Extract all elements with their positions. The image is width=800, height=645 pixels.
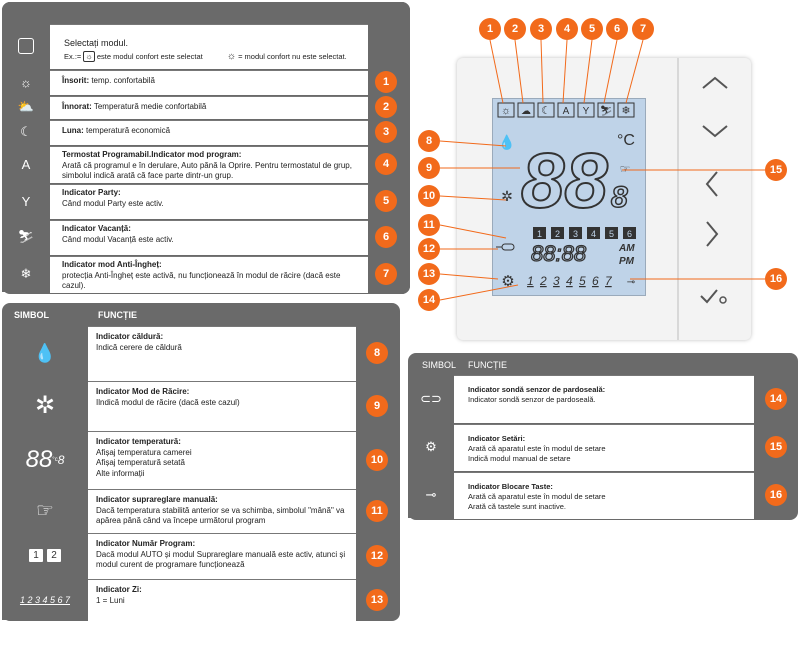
- lcd-small-digit: 8: [611, 181, 628, 214]
- temp-small: 8: [57, 452, 65, 467]
- lcd-day-number: 3: [553, 274, 560, 288]
- col-symbol-header: SIMBOL: [14, 310, 49, 320]
- callout-badge: 5: [375, 190, 397, 212]
- callout-badge: 12: [366, 545, 388, 567]
- callout-badge: 6: [375, 226, 397, 248]
- lcd-day-number: 2: [540, 274, 547, 288]
- lcd-hand-icon: ☞: [619, 162, 631, 176]
- lcd-program-number: 6: [626, 229, 633, 239]
- device-callout-badge: 15: [765, 159, 787, 181]
- intro-example: Ex.:= ☼ este modul confort este selectat ☼ = modul confort nu este selectat.: [64, 51, 347, 62]
- mode-row-title: Indicator Party:: [62, 188, 121, 197]
- manual-override-icon: ☞: [2, 489, 88, 532]
- flame-icon: 💧: [2, 326, 88, 380]
- intro-title: Selectați modul.: [64, 38, 129, 48]
- temp-digits: 88: [25, 445, 53, 473]
- col-symbol-header-right: SIMBOL: [422, 360, 457, 370]
- col-function-header-right: FUNCȚIE: [468, 360, 507, 370]
- vacation-icon: ⛷: [2, 220, 50, 254]
- mode-row-desc: Temperatură medie confortabilă: [91, 102, 207, 111]
- device-callout-badge: 9: [418, 157, 440, 179]
- callout-badge: 11: [366, 500, 388, 522]
- callout-badge: 3: [375, 121, 397, 143]
- sun-selected-icon: ☼: [85, 52, 93, 61]
- function-row-line: Ilndică modul de răcire (dacă este cazul): [96, 397, 240, 407]
- function-row-right-line: Indică modul manual de setare: [468, 454, 571, 463]
- callout-badge: 10: [366, 449, 388, 471]
- moon-icon: ☾: [2, 120, 50, 144]
- device-callout-badge: 2: [504, 18, 526, 40]
- callout-badge: 1: [375, 71, 397, 93]
- callout-badge: 13: [366, 589, 388, 611]
- lcd-time: 88:88: [531, 241, 587, 266]
- mode-row-desc: Când modul Party este activ.: [62, 198, 164, 208]
- lcd-day-number: 6: [592, 274, 599, 288]
- callout-badge: 8: [366, 342, 388, 364]
- lcd-key-icon: ⊸: [626, 277, 636, 288]
- lcd-program-number: 1: [536, 229, 543, 239]
- days-digits: 1 2 3 4 5 6 7: [19, 594, 71, 605]
- lcd-frost-icon: ❄: [621, 105, 631, 117]
- lcd-moon-icon: ☾: [541, 105, 551, 117]
- device-callout-badge: 8: [418, 130, 440, 152]
- function-row-line: Dacă temperatura stabilită anterior se va schimba, simbolul "mână" va: [96, 505, 345, 515]
- mode-row-desc: Când modul Vacanță este activ.: [62, 234, 174, 244]
- lcd-party-icon: Y: [582, 106, 590, 117]
- callout-badge: 15: [765, 436, 787, 458]
- lcd-sun-icon: ☼: [500, 105, 512, 117]
- function-row-right-title: Indicator Setări:: [468, 434, 526, 443]
- device-callout-badge: 10: [418, 185, 440, 207]
- device-callout-badge: 4: [556, 18, 578, 40]
- function-row-title: Indicator Zi:: [96, 585, 142, 594]
- lcd-flame-icon: 💧: [498, 134, 516, 150]
- lcd-program-number: 3: [572, 229, 579, 239]
- function-row-line: Afișaj temperatură setată: [96, 458, 185, 467]
- cooling-icon: ✲: [2, 381, 88, 430]
- sun-icon: ☼: [2, 70, 50, 94]
- function-row-right-title: Indicator sondă senzor de pardoseală:: [468, 385, 606, 394]
- callout-badge: 4: [375, 153, 397, 175]
- function-row-line: 1 = Luni: [96, 595, 125, 605]
- lcd-day-number: 5: [579, 274, 586, 288]
- function-row-right-title: Indicator Blocare Taste:: [468, 482, 553, 491]
- device-callout-badge: 7: [632, 18, 654, 40]
- function-row-title: Indicator temperatură:: [96, 437, 181, 446]
- mode-row-desc: temp. confortabilă: [89, 76, 155, 85]
- device-callout-badge: 12: [418, 238, 440, 260]
- lcd-gear-icon: ⚙: [501, 273, 515, 290]
- lcd-pm: PM: [619, 256, 634, 267]
- mode-row-title: Însorit:: [62, 76, 90, 85]
- function-row-line: Alte informații: [96, 468, 145, 478]
- probe-icon: ⊂⊃: [408, 375, 454, 422]
- device-callout-badge: 11: [418, 214, 440, 236]
- device-callout-badge: 1: [479, 18, 501, 40]
- frost-icon: ❄: [2, 256, 50, 292]
- function-row-title: Indicator căldură:: [96, 332, 164, 341]
- gear-icon: ⚙: [408, 424, 454, 470]
- lcd-day-number: 4: [566, 274, 573, 288]
- function-row-title: Indicator Mod de Răcire:: [96, 387, 190, 396]
- lcd-vacation-icon: ⛷: [599, 106, 613, 117]
- callout-badge: 9: [366, 395, 388, 417]
- lcd-cloud-icon: ☁: [521, 106, 531, 117]
- mode-row-title: Înnorat:: [62, 102, 92, 111]
- lcd-day-number: 7: [605, 274, 612, 288]
- device-callout-badge: 5: [581, 18, 603, 40]
- key-icon: ⊸: [408, 472, 454, 518]
- device-callout-badge: 14: [418, 289, 440, 311]
- lcd-auto-icon: A: [562, 106, 570, 117]
- mode-row-title: Indicator Vacanță:: [62, 224, 131, 233]
- program-box: 2: [47, 549, 61, 562]
- callout-badge: 14: [765, 388, 787, 410]
- callout-badge: 7: [375, 263, 397, 285]
- cloud-icon: ⛅: [2, 96, 50, 118]
- callout-badge: 16: [765, 484, 787, 506]
- device-callout-badge: 3: [530, 18, 552, 40]
- function-row-line: Indică cerere de căldură: [96, 342, 182, 352]
- function-row-right-line: Arată că aparatul este în modul de setare: [468, 492, 606, 501]
- program-box: 1: [29, 549, 43, 562]
- lcd-program-number: 5: [608, 229, 615, 239]
- mode-row-title: Indicator mod Anti-Îngheț:: [62, 260, 162, 269]
- party-icon: Y: [2, 184, 50, 218]
- col-function-header: FUNCȚIE: [98, 310, 137, 320]
- function-row-line: apărea până când va începe următorul program: [96, 516, 266, 525]
- device-callout-badge: 6: [606, 18, 628, 40]
- mode-row-desc: temperatură economică: [83, 126, 171, 135]
- function-row-right-line: Arată că tastele sunt inactive.: [468, 502, 566, 511]
- auto-icon: A: [2, 146, 50, 182]
- callout-badge: 2: [375, 96, 397, 118]
- lcd-am: AM: [619, 243, 635, 254]
- function-row-line: modul curent de programare funcționează: [96, 560, 245, 569]
- lcd-program-number: 2: [554, 229, 561, 239]
- lcd-cooling-icon: ✲: [501, 188, 513, 204]
- function-row-right-line: Arată că aparatul este în modul de setare: [468, 444, 606, 453]
- mode-row-desc: Arată că programul e în derulare, Auto pănă la Oprire. Pentru termostatul de grup, simbolul indică arată că face parte dintr-un grup.: [62, 160, 352, 180]
- function-row-line: Dacă modul AUTO și modul Suprareglare manuală este activ, atunci și: [96, 549, 346, 559]
- function-row-title: Indicator Număr Program:: [96, 539, 196, 548]
- lcd-day-number: 1: [527, 274, 534, 288]
- mode-row-title: Luna:: [62, 126, 84, 135]
- function-row-title: Indicator suprareglare manuală:: [96, 495, 218, 504]
- lcd-big-digits: 88: [521, 136, 608, 224]
- device-callout-badge: 13: [418, 263, 440, 285]
- temp-unit: °c: [52, 456, 58, 463]
- lcd-unit: °C: [617, 132, 635, 149]
- function-row-right-line: Indicator sondă senzor de pardoseală.: [468, 395, 596, 404]
- lcd-program-number: 4: [590, 229, 597, 239]
- device-callout-badge: 16: [765, 268, 787, 290]
- mode-row-title: Termostat Programabil.Indicator mod program:: [62, 150, 242, 159]
- mode-row-desc: protecția Anti-Îngheț este activă, nu funcționează în modul de răcire (dacă este cazul).: [62, 270, 341, 290]
- function-row-line: Afișaj temperatura camerei: [96, 447, 192, 457]
- sun-icon: ☼: [226, 51, 236, 62]
